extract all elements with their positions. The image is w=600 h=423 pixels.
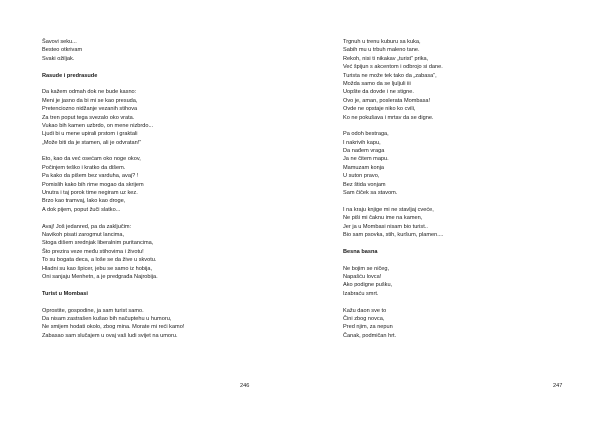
verse-line: Da kažem odmah dok ne bude kasno: — [42, 89, 137, 96]
verse-line: Napašću lovca! — [343, 273, 382, 280]
page-number: 246 — [240, 383, 250, 389]
verse-line: Trgnuh u trenu kuburu sa kuka, — [343, 39, 421, 45]
verse-line: Eto, kao da već osećam oko noge okov, — [42, 156, 141, 163]
verse-line: Oprostite, gospodine, ja sam turist samo. — [42, 307, 144, 314]
stanza — [343, 38, 576, 122]
verse-line: Ne piši mi čaknu ime na kamen, — [343, 215, 423, 222]
stanza — [42, 155, 270, 214]
verse-line: Ne bojim se ničeg, — [343, 265, 390, 272]
right-page-content — [343, 38, 576, 340]
verse-line: Turista ne može tek tako da „zabasa“, — [343, 72, 437, 79]
stanza-gap — [343, 298, 576, 306]
stanza-gap — [343, 197, 576, 205]
verse-line: Unutra i taj porok time negiram uz kez. — [42, 190, 138, 197]
poem-title-text: Rasude i predrasude — [42, 72, 98, 79]
verse-line: Ovo je, aman, poslerata Mombasa! — [343, 97, 431, 104]
stanza-gap — [42, 63, 270, 71]
verse-line: Već špijun s akcentom i odbrojo si dane. — [343, 64, 443, 71]
stanza — [42, 38, 270, 63]
stanza-gap — [42, 80, 270, 88]
poem-title-text: Turist u Mombasi — [42, 290, 88, 297]
verse-line: I na kraju knjige mi ne stavljaj cveće, — [343, 206, 434, 213]
verse-line: Pa kako da pišem bez varduha, avaj? ! — [42, 173, 139, 180]
verse-line: „Može biti da je stamen, ali je odvratan!“ — [42, 139, 142, 146]
verse-line: Oni sanjaju Menhetn, a je predgrađa Najrobija. — [42, 273, 158, 280]
verse-line: Ja ne čitem mapu. — [343, 156, 389, 163]
stanza — [42, 223, 270, 282]
verse-line: Da nađem vraga — [343, 148, 385, 155]
verse-line: Avaj! Još jedanred, pa da zaključim: — [42, 223, 132, 230]
verse-line: Hladni su kao špicer, jebu se samo iz hobija, — [42, 265, 153, 272]
verse-line: Pretenciozno nidžanje vezanih stihova — [42, 106, 138, 113]
verse-line: Svaki ožiljak. — [42, 55, 75, 62]
verse-line: U suton pravo, — [343, 173, 380, 180]
verse-line: Kažu daon sve to — [343, 307, 387, 314]
verse-line: Počinjem teško i kratko da dišem. — [42, 164, 126, 171]
stanza-gap — [42, 214, 270, 222]
right-page — [300, 0, 600, 423]
stanza — [343, 265, 576, 299]
verse-line: Bez štida vonjam — [343, 181, 386, 188]
stanza — [343, 130, 576, 197]
verse-line: Čini zbog novca, — [343, 315, 385, 322]
verse-line: Sabih mu u trbuh maleno tane. — [343, 47, 420, 54]
stanza-gap — [42, 281, 270, 289]
verse-line: Ne smijem hodati okolo, zbog mina. Morate mi reći kamo! — [42, 324, 185, 331]
verse-line: Možda samo da se ljuljuli iii — [343, 80, 411, 87]
page-number: 247 — [553, 383, 563, 389]
stanza — [343, 206, 576, 240]
verse-line: Vukao bih kamen uzbrdo, on mene nizbrdo... — [42, 122, 154, 129]
verse-line: Uopšte da dovde i ne stigne. — [343, 89, 414, 96]
verse-line: Što prezira veze među stihovima i životu! — [42, 248, 144, 255]
verse-line: I nakrivih kapu, — [343, 139, 381, 146]
verse-line: Meni je jasno da bi mi se kao presuda, — [42, 97, 138, 104]
verse-line: Pomislih kako bih rime mogao da skrijem — [42, 181, 144, 188]
stanza-gap — [42, 298, 270, 306]
stanza-gap — [343, 239, 576, 247]
verse-line: Besteo otkrivam — [42, 47, 83, 54]
stanza — [42, 307, 270, 341]
stanza-gap — [343, 122, 576, 130]
verse-line: Pa odoh bestraga, — [343, 131, 389, 138]
verse-line: Čanak, podmičan hrt. — [343, 332, 397, 339]
verse-line: Zabasao sam slučajem u ovaj vaš ludi svijet na umoru. — [42, 332, 178, 339]
poem-title — [42, 72, 270, 80]
verse-line: Za tren poput tega svezalo oko vrata. — [42, 114, 135, 121]
verse-line: Ovde ne opstaje niko ko cvili, — [343, 106, 416, 113]
verse-line: Jer ja u Mombasi nisam bio turist.. — [343, 223, 428, 230]
verse-line: Izabraću smrt. — [343, 290, 379, 297]
verse-line: Pred njim, za nepun — [343, 324, 393, 331]
verse-line: Da nisam zastrašen kušao bih načuptehu u humoru, — [42, 315, 172, 322]
verse-line: Šavovi seku... — [42, 39, 77, 45]
verse-line: Navikoh pisati zarogmut lancima, — [42, 231, 125, 238]
poem-title-text: Besna basna — [343, 248, 378, 255]
verse-line: Ko ne pokušava i mrtav da se digne. — [343, 114, 434, 121]
verse-line: Sam čiček sa stavom. — [343, 190, 398, 197]
verse-line: To su bogata deca, a loše se da žive u skvotu. — [42, 257, 157, 264]
verse-line: Stoga dišem srednjak liberalnim puritancima, — [42, 240, 154, 247]
verse-line: Ako podigne pušku, — [343, 282, 393, 289]
poem-title — [343, 248, 576, 256]
verse-line: A dok pijem, poput žuči slatko... — [42, 206, 121, 213]
verse-line: Brzo kao tramvaj, lako kao droge, — [42, 198, 126, 205]
verse-line: Rekoh, nisi ti nikakav „turist“ prika, — [343, 55, 429, 62]
verse-line: Bio sam psovka, stih, kuršum, plamen.... — [343, 231, 444, 238]
stanza — [42, 88, 270, 147]
left-page-content — [42, 38, 270, 340]
stanza-gap — [42, 147, 270, 155]
verse-line: Ljudi bi u mene upirali prstom i graktali — [42, 131, 138, 138]
stanza — [343, 307, 576, 341]
stanza-gap — [343, 256, 576, 264]
verse-line: Mamuzam konja — [343, 164, 385, 171]
poem-title — [42, 290, 270, 298]
